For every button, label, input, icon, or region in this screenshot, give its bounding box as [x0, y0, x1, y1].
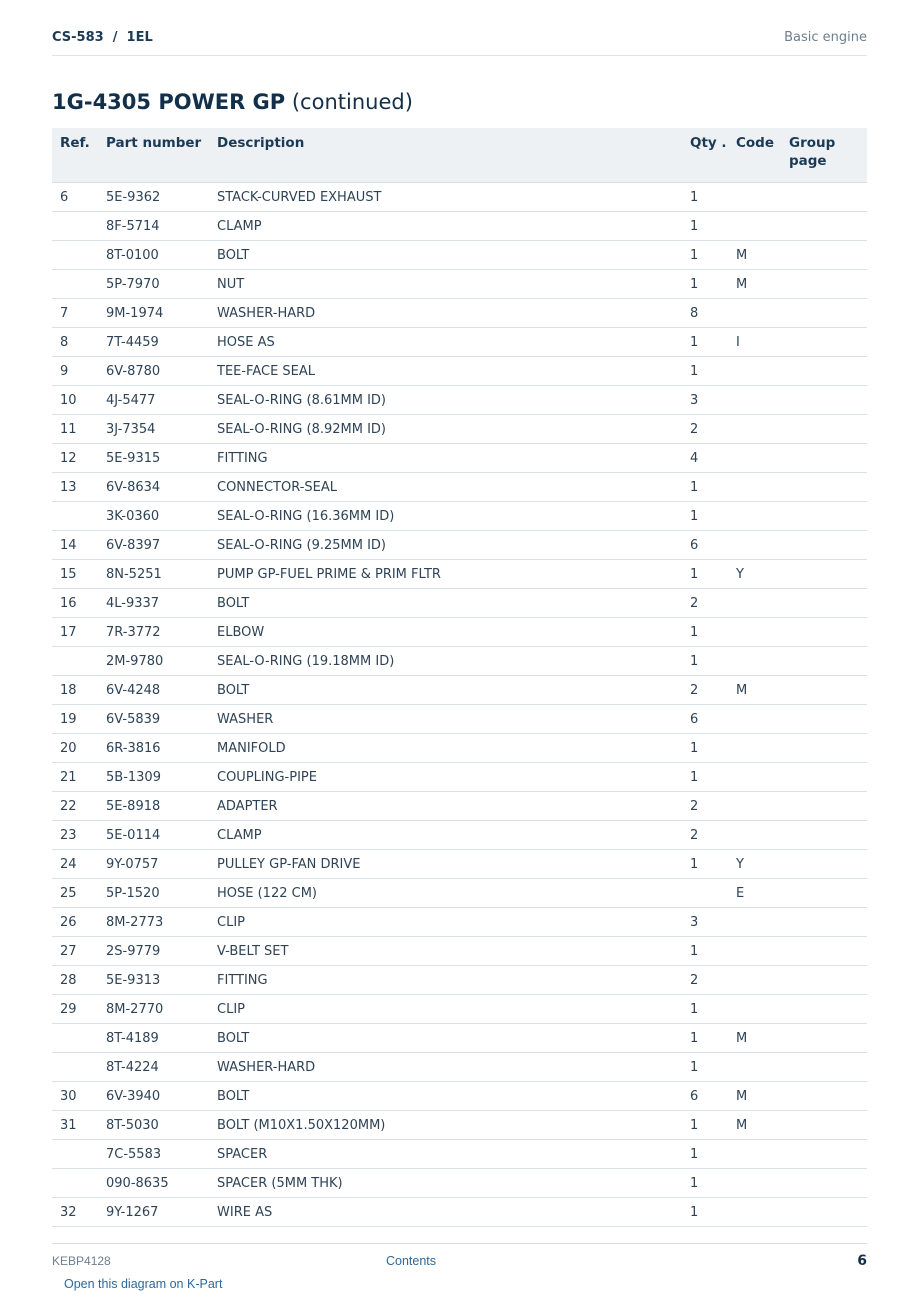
qty-cell: 1: [690, 995, 736, 1024]
ref-cell: 23: [52, 821, 106, 850]
ref-cell: 22: [52, 792, 106, 821]
code-cell: I: [736, 328, 789, 357]
part-number-cell: 8M-2770: [106, 995, 217, 1024]
part-number-cell: 8F-5714: [106, 212, 217, 241]
code-cell: [736, 1053, 789, 1082]
description-cell: CLIP: [217, 908, 690, 937]
table-row: [52, 357, 867, 386]
description-cell: SPACER (5MM THK): [217, 1169, 690, 1198]
document-code: KEBP4128: [52, 1254, 111, 1268]
group-page-cell: [789, 792, 867, 821]
qty-cell: 1: [690, 647, 736, 676]
code-cell: [736, 212, 789, 241]
ref-cell: 18: [52, 676, 106, 705]
group-page-cell: [789, 444, 867, 473]
open-diagram-link[interactable]: Open this diagram on K-Part: [64, 1277, 223, 1291]
ref-cell: [52, 241, 106, 270]
code-cell: [736, 1169, 789, 1198]
ref-cell: 9: [52, 357, 106, 386]
ref-cell: 12: [52, 444, 106, 473]
description-cell: BOLT: [217, 241, 690, 270]
table-row: [52, 792, 867, 821]
group-page-cell: [789, 357, 867, 386]
code-cell: [736, 647, 789, 676]
ref-cell: 16: [52, 589, 106, 618]
table-row: [52, 1111, 867, 1140]
part-number-cell: 6V-4248: [106, 676, 217, 705]
description-cell: PUMP GP-FUEL PRIME & PRIM FLTR: [217, 560, 690, 589]
description-cell: HOSE AS: [217, 328, 690, 357]
table-row: [52, 676, 867, 705]
ref-cell: [52, 212, 106, 241]
description-cell: WIRE AS: [217, 1198, 690, 1227]
code-cell: [736, 908, 789, 937]
ref-cell: [52, 647, 106, 676]
group-page-cell: [789, 1024, 867, 1053]
group-page-cell: [789, 1111, 867, 1140]
description-cell: FITTING: [217, 966, 690, 995]
table-row: [52, 879, 867, 908]
table-row: [52, 647, 867, 676]
part-number-cell: 9Y-0757: [106, 850, 217, 879]
part-number-cell: 5E-9315: [106, 444, 217, 473]
group-page-cell: [789, 502, 867, 531]
code-cell: [736, 502, 789, 531]
qty-cell: 2: [690, 589, 736, 618]
group-page-cell: [789, 763, 867, 792]
qty-cell: 1: [690, 937, 736, 966]
description-cell: SEAL-O-RING (9.25MM ID): [217, 531, 690, 560]
description-cell: WASHER-HARD: [217, 1053, 690, 1082]
code-cell: [736, 415, 789, 444]
group-page-cell: [789, 705, 867, 734]
qty-cell: 1: [690, 1053, 736, 1082]
description-cell: COUPLING-PIPE: [217, 763, 690, 792]
part-number-cell: 4L-9337: [106, 589, 217, 618]
column-header-part-number: Part number: [106, 128, 217, 183]
code-cell: [736, 618, 789, 647]
code-cell: [736, 357, 789, 386]
group-page-cell: [789, 589, 867, 618]
ref-cell: 31: [52, 1111, 106, 1140]
group-page-cell: [789, 647, 867, 676]
part-number-cell: 5B-1309: [106, 763, 217, 792]
description-cell: SEAL-O-RING (8.61MM ID): [217, 386, 690, 415]
code-cell: M: [736, 270, 789, 299]
table-row: [52, 183, 867, 212]
ref-cell: 30: [52, 1082, 106, 1111]
part-number-cell: 7R-3772: [106, 618, 217, 647]
code-cell: [736, 299, 789, 328]
part-number-cell: 8N-5251: [106, 560, 217, 589]
qty-cell: 1: [690, 1169, 736, 1198]
part-number-cell: 5E-8918: [106, 792, 217, 821]
description-cell: STACK-CURVED EXHAUST: [217, 183, 690, 212]
table-row: [52, 299, 867, 328]
qty-cell: 1: [690, 270, 736, 299]
qty-cell: 1: [690, 763, 736, 792]
part-number-cell: 5P-1520: [106, 879, 217, 908]
group-page-cell: [789, 1169, 867, 1198]
part-number-cell: 5E-9362: [106, 183, 217, 212]
group-page-cell: [789, 879, 867, 908]
qty-cell: 6: [690, 1082, 736, 1111]
description-cell: FITTING: [217, 444, 690, 473]
ref-cell: [52, 270, 106, 299]
table-header-row: [52, 128, 867, 183]
part-number-cell: 8T-0100: [106, 241, 217, 270]
table-row: [52, 270, 867, 299]
group-page-cell: [789, 183, 867, 212]
parts-table-body: [52, 183, 867, 1227]
title-suffix: (continued): [285, 90, 413, 114]
qty-cell: 1: [690, 357, 736, 386]
group-page-cell: [789, 734, 867, 763]
group-page-cell: [789, 212, 867, 241]
group-page-cell: [789, 560, 867, 589]
table-row: [52, 850, 867, 879]
ref-cell: 25: [52, 879, 106, 908]
qty-cell: [690, 879, 736, 908]
ref-cell: 26: [52, 908, 106, 937]
group-page-cell: [789, 850, 867, 879]
code-cell: [736, 183, 789, 212]
table-row: [52, 1053, 867, 1082]
ref-cell: 7: [52, 299, 106, 328]
qty-cell: 1: [690, 502, 736, 531]
group-page-cell: [789, 1140, 867, 1169]
code-cell: M: [736, 676, 789, 705]
page-header: [52, 28, 867, 56]
table-row: [52, 212, 867, 241]
part-number-cell: 6R-3816: [106, 734, 217, 763]
description-cell: TEE-FACE SEAL: [217, 357, 690, 386]
group-page-cell: [789, 618, 867, 647]
code-cell: M: [736, 1024, 789, 1053]
part-number-cell: 4J-5477: [106, 386, 217, 415]
page-number: 6: [857, 1253, 867, 1269]
table-row: [52, 444, 867, 473]
description-cell: BOLT: [217, 589, 690, 618]
part-number-cell: 8T-4189: [106, 1024, 217, 1053]
part-number-cell: 3J-7354: [106, 415, 217, 444]
code-cell: [736, 705, 789, 734]
code-cell: [736, 1140, 789, 1169]
part-number-cell: 6V-3940: [106, 1082, 217, 1111]
ref-cell: 20: [52, 734, 106, 763]
description-cell: WASHER: [217, 705, 690, 734]
code-cell: [736, 444, 789, 473]
ref-cell: 28: [52, 966, 106, 995]
qty-cell: 1: [690, 1198, 736, 1227]
column-header-qty: Qty .: [690, 128, 736, 183]
part-number-cell: 7C-5583: [106, 1140, 217, 1169]
qty-cell: 1: [690, 473, 736, 502]
ref-cell: [52, 1169, 106, 1198]
column-header-group-page: Group page: [789, 128, 867, 183]
part-number-cell: 7T-4459: [106, 328, 217, 357]
description-cell: SEAL-O-RING (19.18MM ID): [217, 647, 690, 676]
ref-cell: 27: [52, 937, 106, 966]
description-cell: V-BELT SET: [217, 937, 690, 966]
ref-cell: 29: [52, 995, 106, 1024]
table-row: [52, 328, 867, 357]
ref-cell: 8: [52, 328, 106, 357]
code-cell: Y: [736, 560, 789, 589]
column-header-ref: Ref.: [52, 128, 106, 183]
table-row: [52, 937, 867, 966]
code-cell: E: [736, 879, 789, 908]
description-cell: BOLT: [217, 1082, 690, 1111]
group-page-cell: [789, 821, 867, 850]
ref-cell: [52, 1140, 106, 1169]
code-cell: [736, 531, 789, 560]
description-cell: CONNECTOR-SEAL: [217, 473, 690, 502]
description-cell: BOLT: [217, 1024, 690, 1053]
table-row: [52, 502, 867, 531]
group-page-cell: [789, 1053, 867, 1082]
description-cell: MANIFOLD: [217, 734, 690, 763]
group-page-cell: [789, 1198, 867, 1227]
qty-cell: 6: [690, 531, 736, 560]
part-number-cell: 6V-8634: [106, 473, 217, 502]
table-row: [52, 386, 867, 415]
code-cell: [736, 734, 789, 763]
code-cell: [736, 473, 789, 502]
group-page-cell: [789, 937, 867, 966]
group-page-cell: [789, 1082, 867, 1111]
part-number-cell: 5P-7970: [106, 270, 217, 299]
table-row: [52, 821, 867, 850]
part-number-cell: 5E-0114: [106, 821, 217, 850]
ref-cell: 13: [52, 473, 106, 502]
part-number-cell: 9Y-1267: [106, 1198, 217, 1227]
qty-cell: 2: [690, 821, 736, 850]
description-cell: BOLT (M10X1.50X120MM): [217, 1111, 690, 1140]
group-page-cell: [789, 328, 867, 357]
table-row: [52, 531, 867, 560]
description-cell: HOSE (122 CM): [217, 879, 690, 908]
ref-cell: [52, 502, 106, 531]
description-cell: SEAL-O-RING (16.36MM ID): [217, 502, 690, 531]
part-number-cell: 090-8635: [106, 1169, 217, 1198]
group-page-cell: [789, 299, 867, 328]
qty-cell: 1: [690, 1140, 736, 1169]
table-row: [52, 1198, 867, 1227]
code-cell: [736, 589, 789, 618]
table-row: [52, 908, 867, 937]
group-page-cell: [789, 415, 867, 444]
description-cell: SEAL-O-RING (8.92MM ID): [217, 415, 690, 444]
qty-cell: 1: [690, 328, 736, 357]
ref-cell: 24: [52, 850, 106, 879]
breadcrumb: CS-583 / 1EL: [52, 30, 153, 45]
table-row: [52, 995, 867, 1024]
code-cell: Y: [736, 850, 789, 879]
column-header-description: Description: [217, 128, 690, 183]
group-page-cell: [789, 995, 867, 1024]
part-number-cell: 6V-8397: [106, 531, 217, 560]
table-row: [52, 241, 867, 270]
group-page-cell: [789, 908, 867, 937]
ref-cell: 17: [52, 618, 106, 647]
table-row: [52, 618, 867, 647]
group-page-cell: [789, 676, 867, 705]
group-page-cell: [789, 531, 867, 560]
part-number-cell: 6V-5839: [106, 705, 217, 734]
page-footer: [52, 1243, 867, 1294]
ref-cell: 11: [52, 415, 106, 444]
ref-cell: 15: [52, 560, 106, 589]
description-cell: ADAPTER: [217, 792, 690, 821]
table-row: [52, 560, 867, 589]
table-row: [52, 966, 867, 995]
description-cell: CLAMP: [217, 212, 690, 241]
group-title: 1G-4305 POWER GP: [52, 90, 286, 114]
description-cell: PULLEY GP-FAN DRIVE: [217, 850, 690, 879]
code-cell: [736, 763, 789, 792]
section-label: Basic engine: [784, 30, 867, 45]
ref-cell: 6: [52, 183, 106, 212]
description-cell: CLAMP: [217, 821, 690, 850]
part-number-cell: 8T-5030: [106, 1111, 217, 1140]
code-cell: M: [736, 1111, 789, 1140]
description-cell: WASHER-HARD: [217, 299, 690, 328]
description-cell: CLIP: [217, 995, 690, 1024]
part-number-cell: 8M-2773: [106, 908, 217, 937]
part-number-cell: 3K-0360: [106, 502, 217, 531]
qty-cell: 1: [690, 734, 736, 763]
table-row: [52, 1082, 867, 1111]
parts-table: [52, 128, 867, 1227]
code-cell: M: [736, 241, 789, 270]
description-cell: BOLT: [217, 676, 690, 705]
qty-cell: 1: [690, 850, 736, 879]
description-cell: SPACER: [217, 1140, 690, 1169]
group-page-cell: [789, 270, 867, 299]
qty-cell: 1: [690, 618, 736, 647]
qty-cell: 1: [690, 1111, 736, 1140]
description-cell: NUT: [217, 270, 690, 299]
ref-cell: 21: [52, 763, 106, 792]
group-page-cell: [789, 386, 867, 415]
code-cell: [736, 937, 789, 966]
qty-cell: 4: [690, 444, 736, 473]
qty-cell: 1: [690, 212, 736, 241]
qty-cell: 3: [690, 386, 736, 415]
ref-cell: 10: [52, 386, 106, 415]
table-row: [52, 734, 867, 763]
qty-cell: 2: [690, 792, 736, 821]
qty-cell: 1: [690, 241, 736, 270]
group-page-cell: [789, 473, 867, 502]
table-row: [52, 589, 867, 618]
code-cell: [736, 995, 789, 1024]
part-number-cell: 6V-8780: [106, 357, 217, 386]
contents-link[interactable]: Contents: [386, 1254, 437, 1268]
table-row: [52, 705, 867, 734]
description-cell: ELBOW: [217, 618, 690, 647]
table-row: [52, 415, 867, 444]
code-cell: [736, 966, 789, 995]
code-cell: [736, 386, 789, 415]
table-row: [52, 763, 867, 792]
qty-cell: 2: [690, 676, 736, 705]
qty-cell: 3: [690, 908, 736, 937]
part-number-cell: 8T-4224: [106, 1053, 217, 1082]
part-number-cell: 2M-9780: [106, 647, 217, 676]
page-title: [52, 90, 413, 114]
qty-cell: 1: [690, 560, 736, 589]
column-header-code: Code: [736, 128, 789, 183]
group-page-cell: [789, 241, 867, 270]
code-cell: [736, 1198, 789, 1227]
part-number-cell: 5E-9313: [106, 966, 217, 995]
part-number-cell: 2S-9779: [106, 937, 217, 966]
qty-cell: 8: [690, 299, 736, 328]
ref-cell: 32: [52, 1198, 106, 1227]
qty-cell: 2: [690, 415, 736, 444]
table-row: [52, 1169, 867, 1198]
ref-cell: [52, 1053, 106, 1082]
ref-cell: 14: [52, 531, 106, 560]
code-cell: M: [736, 1082, 789, 1111]
qty-cell: 2: [690, 966, 736, 995]
code-cell: [736, 792, 789, 821]
table-row: [52, 473, 867, 502]
qty-cell: 6: [690, 705, 736, 734]
part-number-cell: 9M-1974: [106, 299, 217, 328]
group-page-cell: [789, 966, 867, 995]
ref-cell: 19: [52, 705, 106, 734]
qty-cell: 1: [690, 183, 736, 212]
table-row: [52, 1024, 867, 1053]
code-cell: [736, 821, 789, 850]
ref-cell: [52, 1024, 106, 1053]
table-row: [52, 1140, 867, 1169]
qty-cell: 1: [690, 1024, 736, 1053]
